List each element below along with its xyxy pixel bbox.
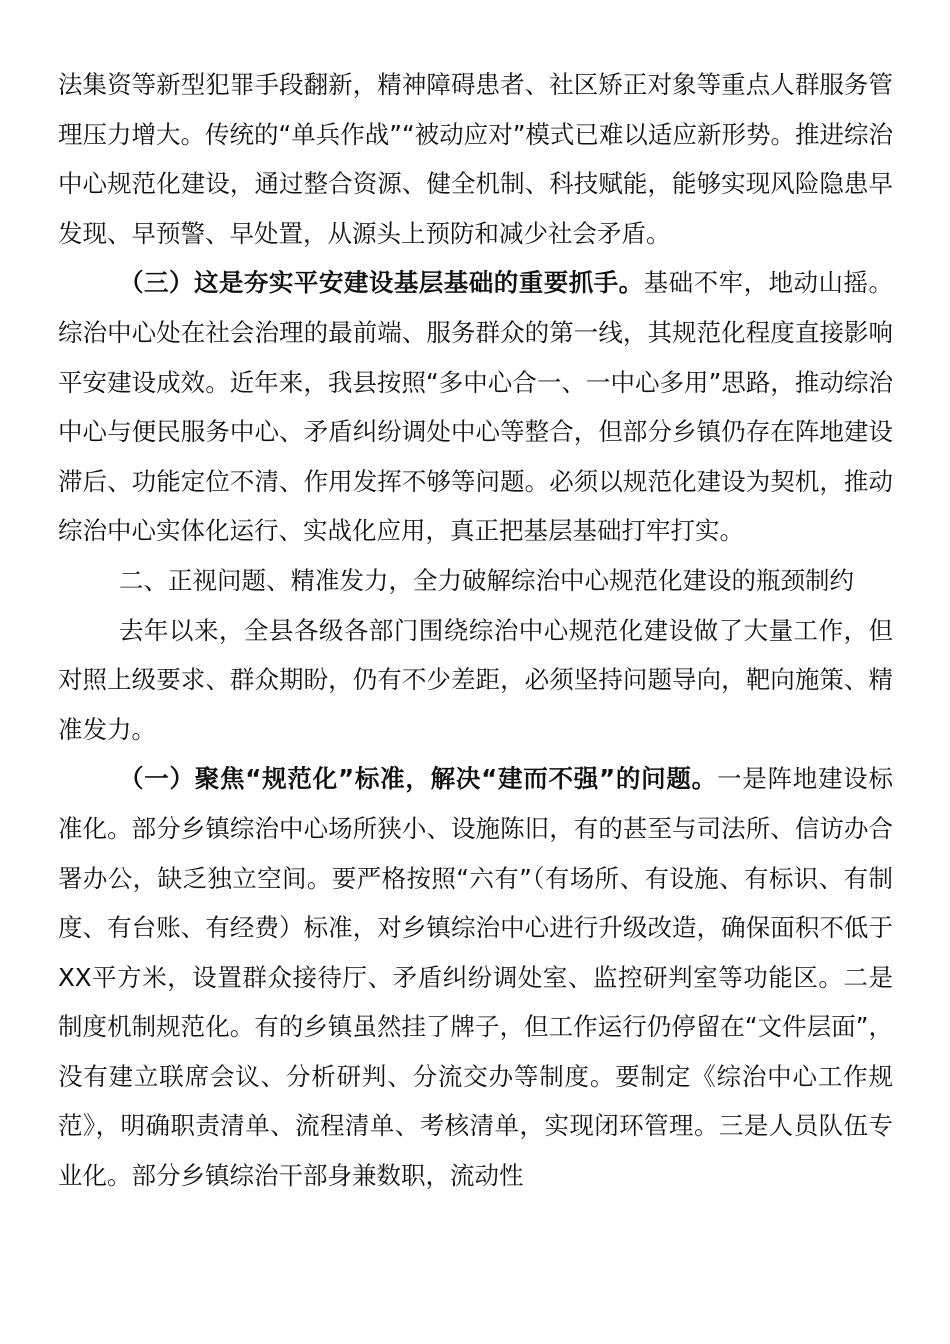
paragraph-1-text: 法集资等新型犯罪手段翻新，精神障碍患者、社区矫正对象等重点人群服务管理压力增大。传统的“单兵作战”“被动应对”模式已难以适应新形势。推进综治中心规范化建设，通过整合资源、健全机制、科技赋能，能够实现风险隐患早发现、早预警、早处置，从源头上预防和减少社会矛盾。 xyxy=(58,70,893,248)
paragraph-2-text: 基础不牢，地动山摇。综治中心处在社会治理的最前端、服务群众的第一线，其规范化程度直接影响平安建设成效。近年来，我县按照“多中心合一、一中心多用”思路，推动综治中心与便民服务中心、矛盾纠纷调处中心等整合，但部分乡镇仍存在阵地建设滞后、功能定位不清、作用发挥不够等问题。必须以规范化建设为契机，推动综治中心实体化运行、实战化应用，真正把基层基础打牢打实。 xyxy=(58,268,894,546)
paragraph-3 xyxy=(58,556,893,606)
part-two-title: 二、正视问题、精准发力，全力破解综治中心规范化建设的瓶颈制约 xyxy=(119,565,854,595)
section-heading-three: （三）这是夯实平安建设基层基础的重要抓手。 xyxy=(119,268,644,298)
document-page xyxy=(58,60,893,1201)
paragraph-5 xyxy=(58,754,893,1200)
section-heading-one: （一）聚焦“规范化”标准，解决“建而不强”的问题。 xyxy=(119,764,717,794)
paragraph-5-text: 一是阵地建设标准化。部分乡镇综治中心场所狭小、设施陈旧，有的甚至与司法所、信访办合署办公，缺乏独立空间。要严格按照“六有”（有场所、有设施、有标识、有制度、有台账、有经费）标准，对乡镇综治中心进行升级改造，确保面积不低于XX平方米，设置群众接待厅、矛盾纠纷调处室、监控研判室等功能区。二是制度机制规范化。有的乡镇虽然挂了牌子，但工作运行仍停留在“文件层面”，没有建立联席会议、分析研判、分流交办等制度。要制定《综治中心工作规范》，明确职责清单、流程清单、考核清单，实现闭环管理。三是人员队伍专业化。部分乡镇综治干部身兼数职，流动性 xyxy=(58,764,894,1191)
paragraph-2 xyxy=(58,258,893,556)
paragraph-4-text: 去年以来，全县各级各部门围绕综治中心规范化建设做了大量工作，但对照上级要求、群众期盼，仍有不少差距，必须坚持问题导向，靶向施策、精准发力。 xyxy=(58,615,893,744)
paragraph-1 xyxy=(58,60,893,258)
paragraph-4 xyxy=(58,606,893,755)
